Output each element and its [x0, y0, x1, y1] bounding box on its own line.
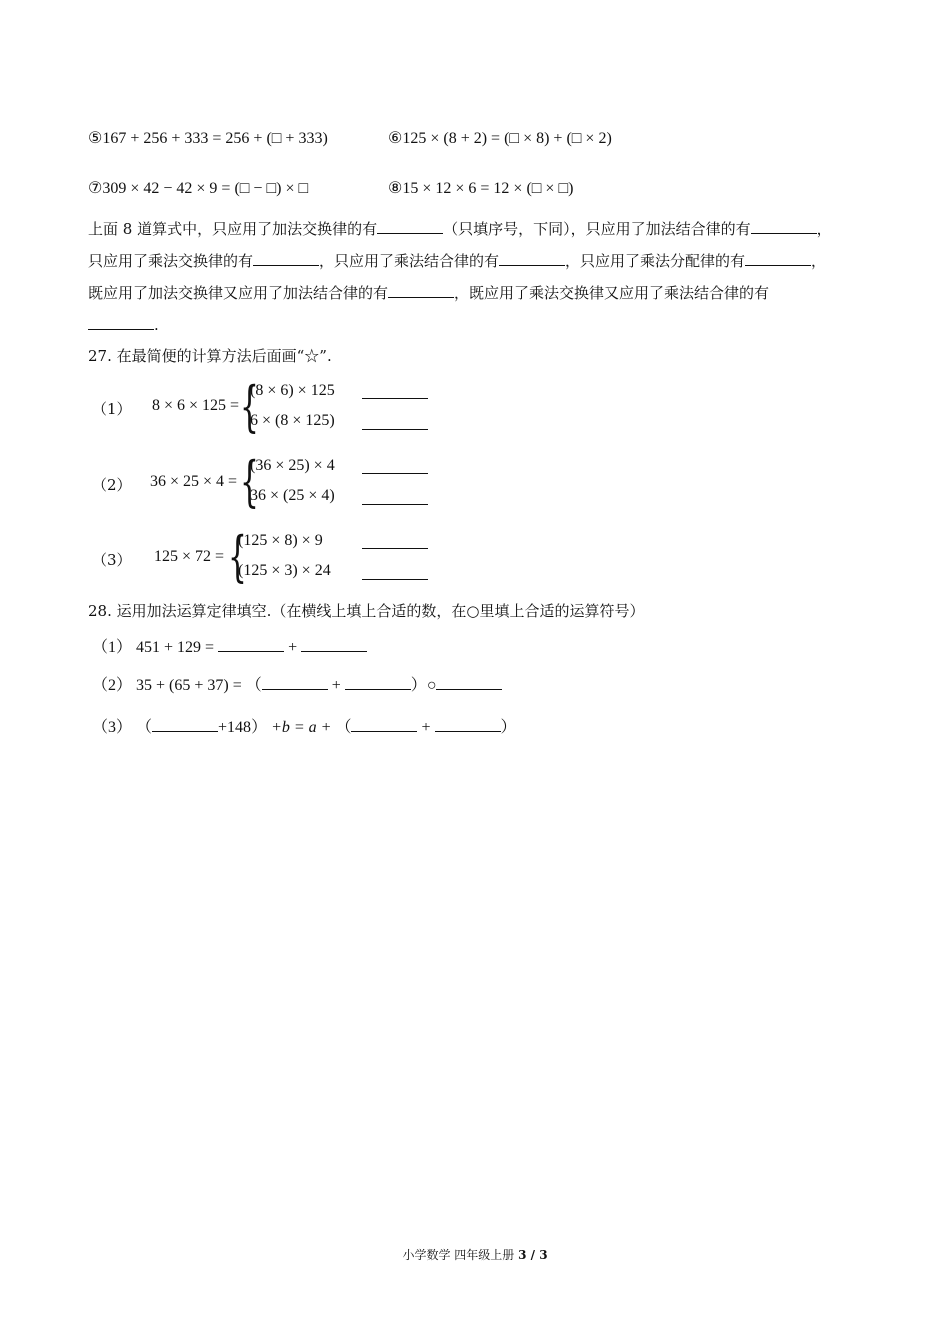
q27-item-1-option-1: (8 × 6) × 125: [250, 382, 335, 399]
star-blank[interactable]: [362, 459, 428, 474]
equation-7: ⑦309 × 42 − 42 × 9 = (□ − □) × □: [88, 180, 309, 197]
star-blank[interactable]: [362, 565, 428, 580]
answer-blank[interactable]: [435, 717, 501, 732]
answer-blank[interactable]: [88, 315, 154, 330]
q27-item-1-lhs: 8 × 6 × 125 =: [152, 397, 240, 414]
answer-blank[interactable]: [218, 637, 284, 652]
q28-title: 28. 运用加法运算定律填空.（在横线上填上合适的数，在○里填上合适的运算符号）: [88, 602, 645, 620]
answer-blank[interactable]: [262, 675, 328, 690]
answer-blank[interactable]: [388, 283, 454, 298]
answer-blank[interactable]: [377, 219, 443, 234]
q27-item-3-option-1: (125 × 8) × 9: [238, 532, 323, 549]
page-footer: 小学数学 四年级上册 3 / 3: [402, 1248, 548, 1262]
equation-6: ⑥125 × (8 + 2) = (□ × 8) + (□ × 2): [388, 130, 612, 147]
left-brace: {: [228, 525, 247, 588]
q27-item-2-number: （2）: [92, 476, 132, 494]
answer-blank[interactable]: [436, 675, 502, 690]
q27-item-3-lhs: 125 × 72 =: [154, 548, 225, 565]
star-blank[interactable]: [362, 384, 428, 399]
answer-blank[interactable]: [351, 717, 417, 732]
star-blank[interactable]: [362, 490, 428, 505]
equation-5: ⑤167 + 256 + 333 = 256 + (□ + 333): [88, 130, 328, 147]
q28-item-1: （1） 451 + 129 = +: [92, 634, 367, 657]
left-brace: {: [240, 450, 259, 513]
summary-line-3: 既应用了加法交换律又应用了加法结合律的有 ，既应用了乘法交换律又应用了乘法结合律的有: [88, 284, 770, 302]
q27-title: 27. 在最简便的计算方法后面画“☆”.: [88, 347, 332, 365]
answer-blank[interactable]: [253, 251, 319, 266]
left-brace: {: [240, 375, 259, 438]
q27-item-1-number: （1）: [92, 400, 132, 418]
answer-blank[interactable]: [152, 717, 218, 732]
q27-item-2-lhs: 36 × 25 × 4 =: [150, 473, 238, 490]
star-blank[interactable]: [362, 534, 428, 549]
star-blank[interactable]: [362, 415, 428, 430]
summary-line-2: 只应用了乘法交换律的有 ，只应用了乘法结合律的有 ，只应用了乘法分配律的有 ，: [88, 252, 827, 270]
answer-blank[interactable]: [499, 251, 565, 266]
q27-item-1-option-2: 6 × (8 × 125): [250, 412, 335, 429]
answer-blank[interactable]: [301, 637, 367, 652]
equation-8: ⑧15 × 12 × 6 = 12 × (□ × □): [388, 180, 574, 197]
answer-blank[interactable]: [751, 219, 817, 234]
summary-line-1: 上面 8 道算式中，只应用了加法交换律的有 （只填序号，下同），只应用了加法结合律的有 ，: [88, 220, 832, 238]
q28-item-2: （2） 35 + (65 + 37) = （ + ）○: [92, 672, 502, 695]
q28-item-3: （3） （ +148） +b = a + （ + ）: [92, 719, 517, 736]
page-number: 3 / 3: [518, 1248, 548, 1262]
q27-item-3-option-2: (125 × 3) × 24: [238, 562, 331, 579]
summary-line-4: .: [88, 310, 878, 341]
q27-item-2-option-2: 36 × (25 × 4): [250, 487, 335, 504]
answer-blank[interactable]: [745, 251, 811, 266]
q27-item-2-option-1: (36 × 25) × 4: [250, 457, 335, 474]
answer-blank[interactable]: [345, 675, 411, 690]
operator-circle[interactable]: ○: [426, 677, 437, 694]
q27-item-3-number: （3）: [92, 551, 132, 569]
